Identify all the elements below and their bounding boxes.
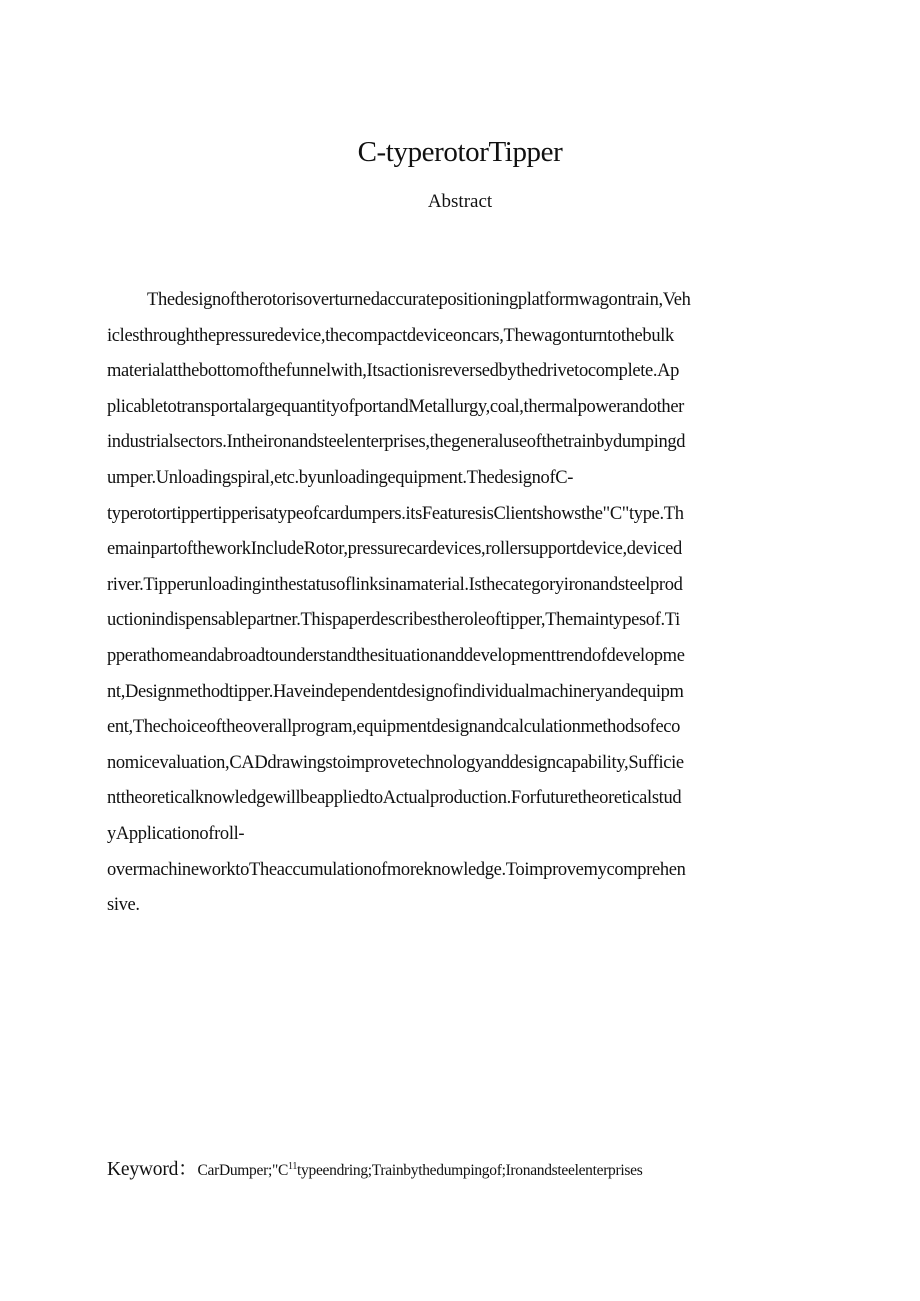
keywords-line [107,1153,817,1181]
abstract-line: typerotortippertipperisatypeofcardumpers.itsFeaturesisClientshowsthe"C"type.Th [107,503,684,524]
abstract-line: nt,Designmethodtipper.Haveindependentdesignofindividualmachineryandequipm [107,681,684,702]
abstract-line: umper.Unloadingspiral,etc.byunloadingequipment.ThedesignofC- [107,467,574,488]
abstract-line: Thedesignoftherotorisoverturnedaccuratepositioningplatformwagontrain,Veh [147,290,691,310]
abstract-line: nomicevaluation,CADdrawingstoimprovetechnologyanddesigncapability,Sufficie [107,752,684,773]
page-title: C-typerotorTipper [357,136,563,168]
abstract-line: overmachineworktoTheaccumulationofmoreknowledge.Toimprovemycomprehen [107,859,686,880]
abstract-line: ent,Thechoiceoftheoverallprogram,equipmentdesignandcalculationmethodsofeco [107,717,681,738]
abstract-line: nttheoreticalknowledgewillbeappliedtoActualproduction.Forfuturetheoreticalstud [107,788,682,809]
abstract-line: pperathomeandabroadtounderstandthesituationanddevelopmenttrendofdevelopme [107,645,685,666]
abstract-line: yApplicationofroll- [107,823,245,844]
abstract-line: plicabletotransportalargequantityofportandMetallurgy,coal,thermalpowerandother [107,396,684,417]
abstract-line: materialatthebottomofthefunnelwith,Itsactionisreversedbythedrivetocomplete.Ap [107,361,680,382]
abstract-line: uctionindispensablepartner.Thispaperdescribestheroleoftipper,Themaintypesof.Ti [107,610,680,631]
abstract-line: sive. [107,895,140,916]
keywords-text-start: CarDumper;"C [197,1162,289,1179]
abstract-line: iclesthroughthepressuredevice,thecompactdeviceoncars,Thewagonturntothebulk [107,325,674,346]
keywords-superscript: 11 [288,1161,298,1172]
abstract-line: emainpartoftheworkIncludeRotor,pressurecardevices,rollersupportdevice,deviced [107,539,682,560]
abstract-body [107,283,817,924]
abstract-line: industrialsectors.Intheironandsteelenterprises,thegeneraluseofthetrainbydumpingd [107,432,686,453]
abstract-line: river.Tipperunloadinginthestatusoflinksinamaterial.Isthecategoryironandsteelprod [107,574,683,595]
keywords-label: Keyword： [107,1159,198,1180]
keywords-text-end: typeendring;Trainbythedumpingof;Ironandsteelenterprises [297,1162,643,1179]
abstract-heading: Abstract [427,191,493,212]
